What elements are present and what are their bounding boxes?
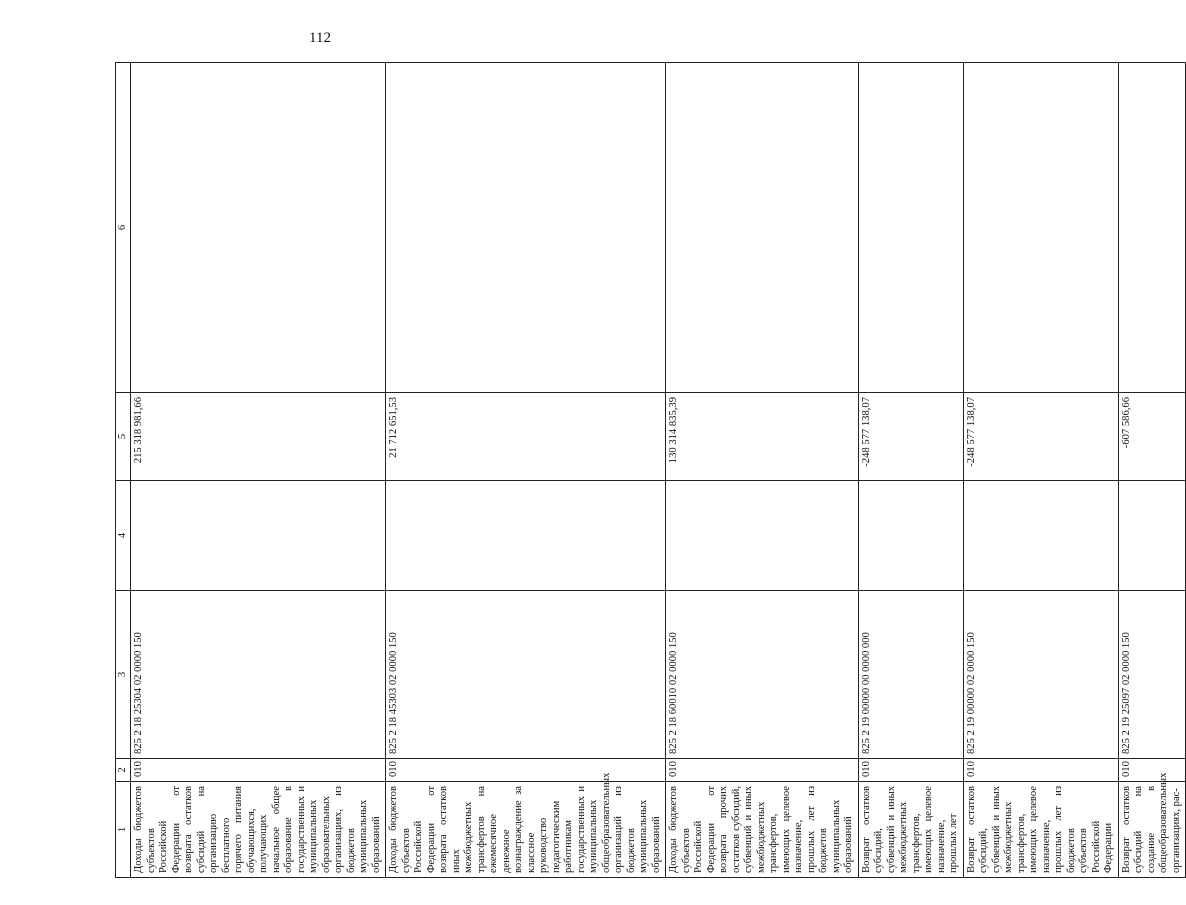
row-kbk: 825 2 18 25304 02 0000 150	[131, 591, 386, 759]
row-col6	[131, 63, 386, 393]
row-kbk: 825 2 19 25097 02 0000 150	[1118, 591, 1186, 759]
header-row	[116, 63, 131, 878]
row-kbk: 825 2 19 00000 02 0000 150	[963, 591, 1118, 759]
row-name: Доходы бюджетов субъектов Российской Федерации от возврата прочих остатков субсидий, субвенций и иных межбюджетных трансфертов, имеющих целевое назначение, прошлых лет из бюджетов муниципальных образований	[666, 782, 859, 878]
table-row	[386, 63, 666, 878]
row-kbk: 825 2 18 45303 02 0000 150	[386, 591, 666, 759]
table-row	[666, 63, 859, 878]
row-amount: 21 712 651,53	[386, 393, 666, 481]
row-amount: -248 577 138,07	[963, 393, 1118, 481]
row-code: 010	[666, 759, 859, 782]
page-number: 112	[309, 30, 331, 46]
table-row	[1118, 63, 1186, 878]
row-col6	[963, 63, 1118, 393]
row-col4	[858, 481, 963, 591]
header-cell-2: 2	[116, 759, 131, 782]
row-kbk: 825 2 19 00000 00 0000 000	[858, 591, 963, 759]
budget-table	[115, 62, 1186, 878]
row-code: 010	[963, 759, 1118, 782]
row-amount: -248 577 138,07	[858, 393, 963, 481]
row-name: Возврат остатков субсидий, субвенций и иных межбюджетных трансфертов, имеющих целевое назначение, прошлых лет из бюджетов субъектов Российской Федерации	[963, 782, 1118, 878]
row-name: Возврат остатков субсидий, субвенций и иных межбюджетных трансфертов, имеющих целевое назначение, прошлых лет	[858, 782, 963, 878]
row-amount: 130 314 835,39	[666, 393, 859, 481]
header-cell-4: 4	[116, 481, 131, 591]
row-col6	[1118, 63, 1186, 393]
row-col6	[386, 63, 666, 393]
rotated-table-frame	[115, 63, 1182, 878]
row-code: 010	[386, 759, 666, 782]
row-col6	[858, 63, 963, 393]
header-cell-5: 5	[116, 393, 131, 481]
row-name: Доходы бюджетов субъектов Российской Федерации от возврата остатков иных межбюджетных трансфертов на ежемесячное денежное вознаграждение за классное руководство педагогическим работникам государственных и муниципальных общеобразовательных организаций из бюджетов муниципальных образований	[386, 782, 666, 878]
header-cell-6: 6	[116, 63, 131, 393]
row-col4	[131, 481, 386, 591]
row-col4	[1118, 481, 1186, 591]
row-kbk: 825 2 18 60010 02 0000 150	[666, 591, 859, 759]
header-cell-1: 1	[116, 782, 131, 878]
table-row	[963, 63, 1118, 878]
row-amount: -607 586,66	[1118, 393, 1186, 481]
table-row	[858, 63, 963, 878]
table-row	[131, 63, 386, 878]
row-code: 010	[131, 759, 386, 782]
row-amount: 215 318 981,66	[131, 393, 386, 481]
row-code: 010	[1118, 759, 1186, 782]
header-cell-3: 3	[116, 591, 131, 759]
row-col4	[386, 481, 666, 591]
row-col4	[963, 481, 1118, 591]
row-code: 010	[858, 759, 963, 782]
row-name: Возврат остатков субсидий на создание в общеобразовательных организациях, рас-	[1118, 782, 1186, 878]
row-col6	[666, 63, 859, 393]
row-col4	[666, 481, 859, 591]
row-name: Доходы бюджетов субъектов Российской Федерации от возврата остатков субсидий на организацию бесплатного горячего питания обучающихся, получающих начальное общее образование в государственных и муниципальных образовательных организациях, из бюджетов муниципальных образований	[131, 782, 386, 878]
table-container	[115, 63, 1182, 878]
